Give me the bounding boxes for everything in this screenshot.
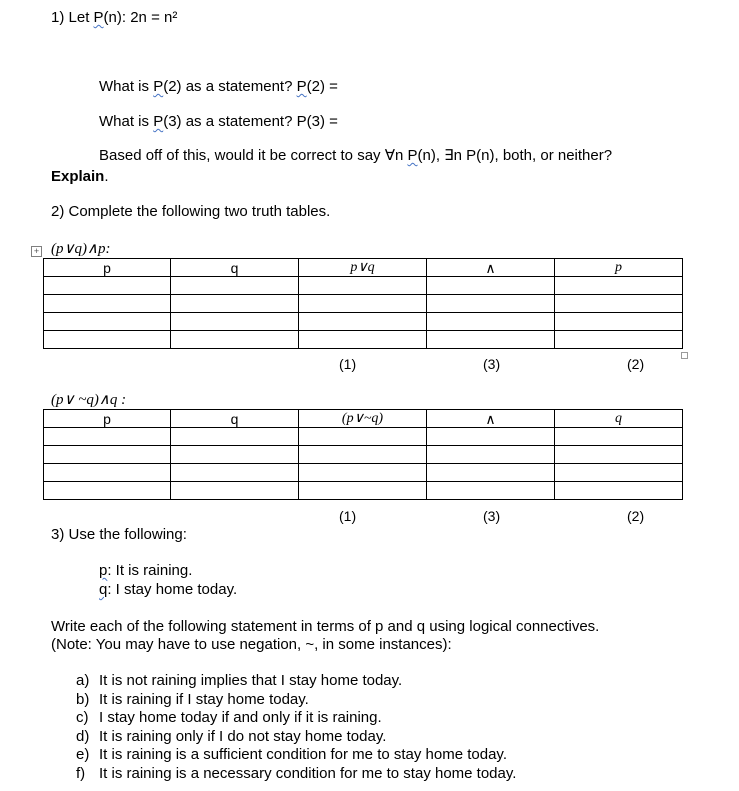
table-cell[interactable] [44,331,171,349]
table-row [44,428,683,446]
table-cell[interactable] [171,331,299,349]
table-header-cell: q [555,410,683,428]
table-resize-handle[interactable] [681,352,688,359]
table-cell[interactable] [555,331,683,349]
table-row [44,295,683,313]
table-cell[interactable] [171,482,299,500]
q2-heading: 2) Complete the following two truth tables. [51,203,331,220]
table1-label: (p∨q)∧p: [51,241,111,257]
list-item: e) It is raining is a sufficient condition for me to stay home today. [76,746,507,764]
table-row [44,446,683,464]
table-cell[interactable] [427,464,555,482]
table2-col-number: (2) [627,508,645,524]
q1-line-p2: What is P(2) as a statement? P(2) = [99,78,338,95]
table-cell[interactable] [427,331,555,349]
table-cell[interactable] [555,313,683,331]
truth-table-1 [43,258,683,349]
table-cell[interactable] [44,295,171,313]
table-header-cell: ∧ [427,259,555,277]
table-cell[interactable] [555,464,683,482]
q3-note: (Note: You may have to use negation, ~, in some instances): [51,636,452,653]
table-cell[interactable] [44,464,171,482]
table-header-cell: p [555,259,683,277]
table-header-cell: p∨q [299,259,427,277]
table-row [44,464,683,482]
q3-instruction: Write each of the following statement in terms of p and q using logical connectives. [51,618,600,635]
table-cell[interactable] [299,313,427,331]
table-cell[interactable] [427,446,555,464]
table-cell[interactable] [171,428,299,446]
table-cell[interactable] [171,277,299,295]
table-row [44,331,683,349]
truth-table-2 [43,409,683,500]
q3-heading: 3) Use the following: [51,526,187,543]
table-row [44,313,683,331]
table-header-cell: ∧ [427,410,555,428]
table-cell[interactable] [427,295,555,313]
table-cell[interactable] [427,313,555,331]
table-cell[interactable] [299,295,427,313]
table-header-cell: q [171,410,299,428]
table-cell[interactable] [171,295,299,313]
table-cell[interactable] [555,428,683,446]
table-cell[interactable] [555,446,683,464]
list-item: f) It is raining is a necessary condition for me to stay home today. [76,764,517,782]
table-cell[interactable] [299,277,427,295]
table-cell[interactable] [44,313,171,331]
table-cell[interactable] [44,482,171,500]
table-cell[interactable] [44,277,171,295]
table-cell[interactable] [299,428,427,446]
q1-heading: 1) Let P(n): 2n = n² [51,9,178,26]
table-row [44,277,683,295]
table-cell[interactable] [171,446,299,464]
table1-col-number: (2) [627,356,645,372]
table-cell[interactable] [171,464,299,482]
table-cell[interactable] [299,464,427,482]
table-header-row [44,410,683,428]
table-cell[interactable] [44,446,171,464]
table-cell[interactable] [299,331,427,349]
q3-q-definition: q: I stay home today. [99,581,238,598]
table-row [44,482,683,500]
table-cell[interactable] [427,482,555,500]
table-header-cell: p [44,410,171,428]
table1-col-number: (1) [339,356,357,372]
table-header-row [44,259,683,277]
q1-line-p3: What is P(3) as a statement? P(3) = [99,113,338,130]
table-cell[interactable] [171,313,299,331]
table2-label: (p∨ ~q)∧q : [51,392,127,408]
table2-col-number: (1) [339,508,357,524]
table-cell[interactable] [299,446,427,464]
table-cell[interactable] [555,482,683,500]
list-item: b) It is raining if I stay home today. [76,690,309,708]
q1-explain: Explain. [51,168,109,185]
table-header-cell: (p∨~q) [299,410,427,428]
table-cell[interactable] [44,428,171,446]
q3-p-definition: p: It is raining. [99,562,193,579]
table-cell[interactable] [299,482,427,500]
table-header-cell: q [171,259,299,277]
table-cell[interactable] [555,277,683,295]
list-item: c) I stay home today if and only if it is raining. [76,709,382,727]
q3-statement-list [76,672,516,784]
table1-col-number: (3) [483,356,501,372]
table-cell[interactable] [427,428,555,446]
table-move-handle-icon[interactable]: + [31,246,42,257]
q1-line-quantifier: Based off of this, would it be correct to say ∀n P(n), ∃n P(n), both, or neither? [99,147,613,164]
table-cell[interactable] [555,295,683,313]
table2-col-number: (3) [483,508,501,524]
list-item: a) It is not raining implies that I stay home today. [76,672,403,689]
table-header-cell: p [44,259,171,277]
table-cell[interactable] [427,277,555,295]
list-item: d) It is raining only if I do not stay home today. [76,727,387,745]
